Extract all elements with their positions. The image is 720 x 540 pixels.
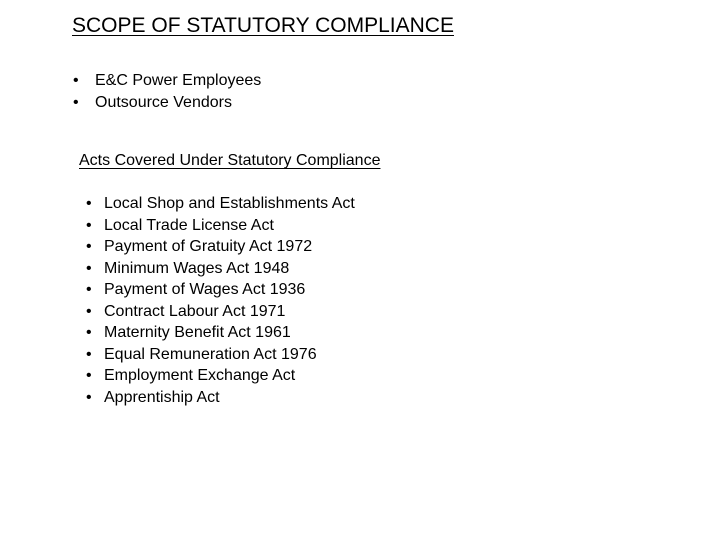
bullet-icon: •	[86, 367, 92, 384]
act-label: Equal Remuneration Act 1976	[104, 345, 317, 363]
act-label: Maternity Benefit Act 1961	[104, 324, 291, 341]
bullet-icon: •	[86, 238, 92, 255]
bullet-icon: •	[86, 195, 92, 212]
bullet-icon: •	[86, 302, 92, 320]
bullet-icon: •	[73, 94, 79, 111]
acts-heading: Acts Covered Under Statutory Compliance	[79, 152, 381, 169]
list-item	[86, 301, 355, 323]
bullet-icon: •	[86, 259, 92, 277]
act-label: Local Trade License Act	[104, 216, 274, 234]
list-item	[86, 344, 355, 366]
slide-title: SCOPE OF STATUTORY COMPLIANCE	[72, 14, 454, 37]
list-item	[73, 92, 261, 114]
list-item	[86, 193, 355, 215]
act-label: Employment Exchange Act	[104, 367, 296, 384]
bullet-icon: •	[73, 72, 79, 89]
act-label: Contract Labour Act 1971	[104, 302, 286, 320]
list-item	[86, 322, 355, 344]
act-label: Payment of Wages Act 1936	[104, 281, 306, 298]
act-label: Apprentiship Act	[104, 388, 220, 406]
list-item	[86, 215, 355, 237]
scope-list	[73, 70, 261, 114]
list-item	[73, 70, 261, 92]
bullet-icon: •	[86, 324, 92, 341]
bullet-icon: •	[86, 281, 92, 298]
act-label: Local Shop and Establishments Act	[104, 195, 355, 212]
list-item	[86, 236, 355, 258]
list-item	[86, 387, 355, 409]
acts-list	[86, 193, 355, 408]
list-item	[86, 279, 355, 301]
list-item	[86, 258, 355, 280]
list-item	[86, 365, 355, 387]
scope-item-label: E&C Power Employees	[95, 72, 262, 89]
bullet-icon: •	[86, 216, 92, 234]
act-label: Minimum Wages Act 1948	[104, 259, 290, 277]
act-label: Payment of Gratuity Act 1972	[104, 238, 313, 255]
bullet-icon: •	[86, 345, 92, 363]
bullet-icon: •	[86, 388, 92, 406]
scope-item-label: Outsource Vendors	[95, 94, 232, 111]
